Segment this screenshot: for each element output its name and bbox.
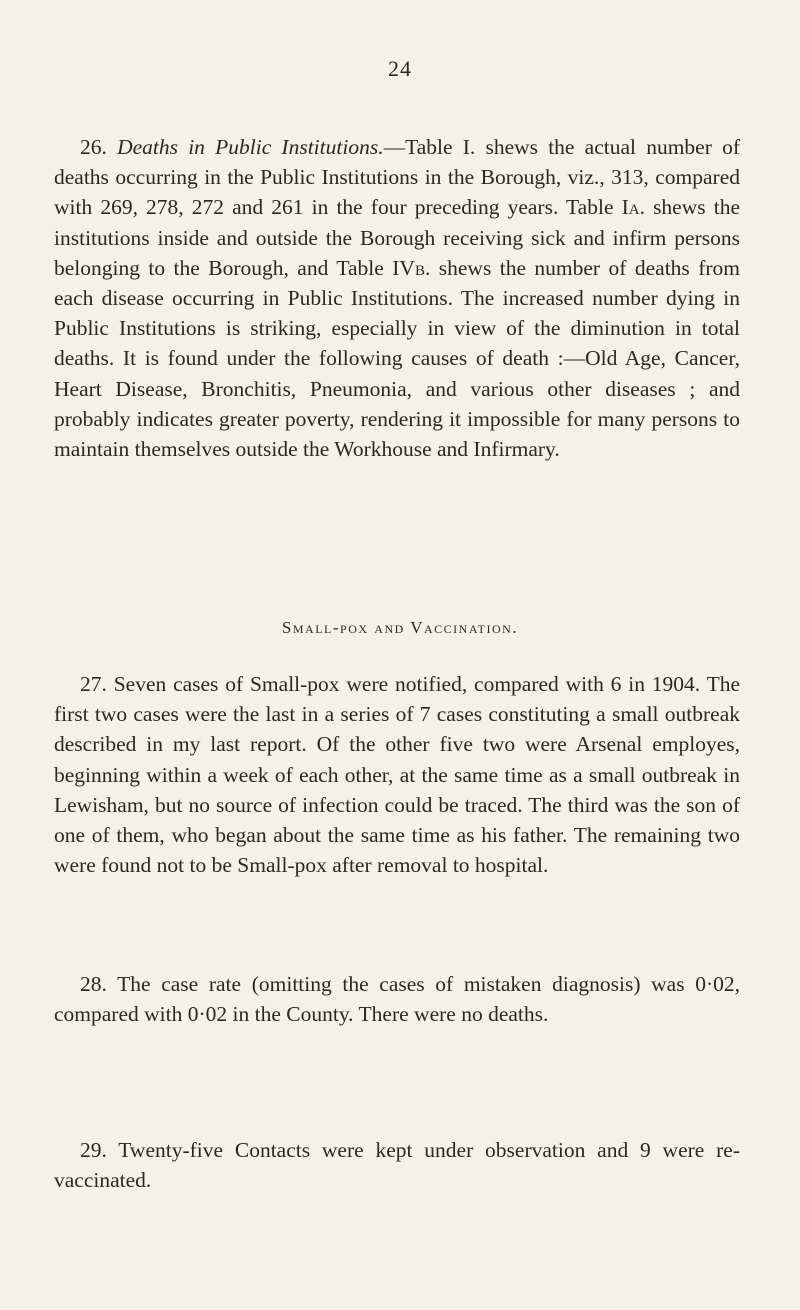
table-ref-ia: a. (628, 195, 645, 220)
paragraph-26-number: 26. (80, 135, 107, 159)
paragraph-28 (54, 969, 740, 1029)
paragraph-26-text-part3: shews the number of deaths from each disease occurring in Public Institutions. The increased number dying in Public Institutions is striking, especially in view of the diminution in total deaths. It is found under the following causes of death :—Old Age, Cancer, Heart Disease, Bronchitis, Pneumonia, and various other diseases ; and probably indicates greater poverty, rendering it impossible for many persons to maintain themselves outside the Workhouse and Infirmary. (54, 255, 740, 462)
paragraph-29-text: Twenty-five Contacts were kept under observation and 9 were re-vaccinated. (54, 1138, 740, 1193)
paragraph-26-text-part2: shews the institutions inside and outside the Borough receiving sick and infirm persons belonging to the Borough, and Table IV (54, 195, 740, 280)
paragraph-27-text: Seven cases of Small-pox were notified, compared with 6 in 1904. The first two cases were the last in a series of 7 cases constituting a small outbreak described in my last report. Of the other five two were Arsenal employes, beginning within a week of each other, at the same time as a small outbreak in Lewisham, but no source of infection could be traced. The third was the son of one of them, who began about the same time as his father. The remaining two were found not to be Small-pox after removal to hospital. (54, 672, 740, 878)
page-number: 24 (388, 56, 412, 81)
table-ref-ivb: b. (414, 255, 431, 280)
paragraph-28-text: The case rate (omitting the cases of mistaken diagnosis) was 0·02, compared with 0·02 in the County. There were no deaths. (54, 972, 740, 1027)
paragraph-27 (54, 669, 740, 880)
paragraph-27-number: 27. (80, 672, 107, 696)
section-heading: Small-pox and Vaccination. (281, 618, 519, 637)
paragraph-26-text-part1: —Table I. shews the actual number of deaths occurring in the Public Institutions in the Borough, viz., 313, compared with 269, 278, 272 and 261 in the four preceding years. Table I (54, 135, 740, 220)
paragraph-29 (54, 1135, 740, 1195)
paragraph-26 (54, 132, 740, 464)
paragraph-28-number: 28. (80, 972, 107, 996)
paragraph-26-title: Deaths in Public Institutions. (117, 135, 384, 159)
paragraph-29-number: 29. (80, 1138, 107, 1162)
